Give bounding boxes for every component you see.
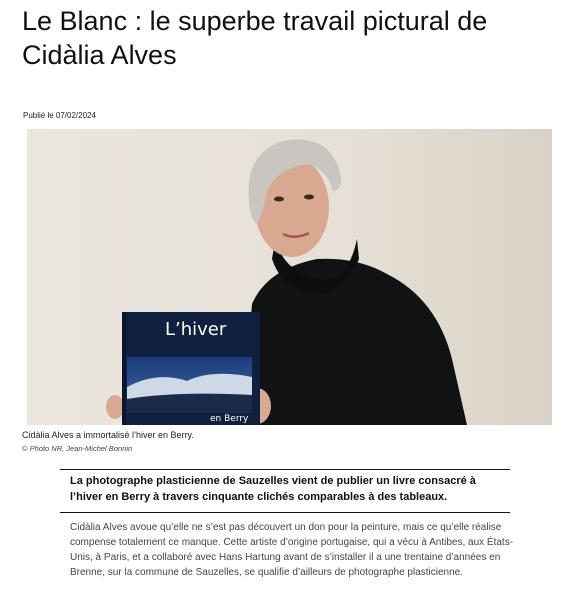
photo-credit: © Photo NR, Jean-Michel Bonnin	[22, 444, 133, 453]
article-photo[interactable]	[27, 129, 552, 425]
article-body: Cidàlia Alves avoue qu’elle ne s’est pas découvert un don pour la peinture, mais ce qu’elle réalise compense totalement ce manque. Cette artiste d’origine portugaise, qui a vécu à Antibes, aux États-Unis, à Paris, et a collaboré avec Hans Hartung avant de s’installer il a une trentaine d’années en Brenne, sur la commune de Sauzelles, se qualifie d’ailleurs de photographe plasticienne.	[70, 522, 514, 578]
photo-caption: Cidàlia Alves a immortalisé l’hiver en Berry.	[22, 430, 194, 440]
lead-bottom-divider	[60, 512, 510, 513]
photo-illustration	[27, 129, 552, 425]
book-subtitle: en Berry	[210, 414, 249, 424]
lead-top-divider	[60, 469, 510, 470]
article-lead: La photographe plasticienne de Sauzelles vient de publier un livre consacré à l’hiver en Berry à travers cinquante clichés comparables à des tableaux.	[70, 475, 476, 503]
publish-date: Publié le 07/02/2024	[23, 111, 96, 120]
article-title: Le Blanc : le superbe travail pictural de Cidàlia Alves	[22, 6, 488, 70]
book-title: L’hiver	[165, 319, 227, 340]
